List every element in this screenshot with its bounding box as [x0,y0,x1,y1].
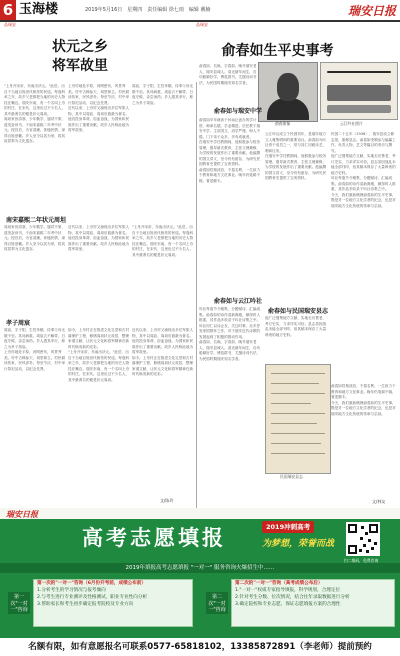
consult-2-label: 第二次"一对一"咨询 [206,592,228,614]
paragraph: 俞春如性格淡泊，不慕名利，一生致力于教育和地方文化事业。晚年仍笔耕不辍，著述颇丰。 [199,167,261,183]
left-column-label: 品瑞安 [4,22,16,27]
paragraph: 周宸，字子阳，生性孝顺，侍奉父母无微不至。其母病重，周宸衣不解带，日夜守候，亲尝汤药。乡人感其孝行，称之为孝子周宸。 [132,84,194,105]
paragraph: 今天，我们重新梳理俞春如的生平史事，既是对一位地方文化学者的纪念，也是对瑞安地方文化传统的传承与弘扬。 [331,400,396,416]
paragraph: 近代以来，上舟村又涌现出多位军旅人物，其中以周宸、周坦后裔最为著名。他们投身革命，浴血奋战，为国家和民族作出了重要贡献。故乡人民称此地为将军故里。 [68,106,130,132]
right-byline: 文/林友 [372,499,386,504]
paragraph: 他广泛搜集地方文献，实地走访耆老，考订史实，力求详实可信。县志虽因战乱未能全部刊印，但其稿本保存了大量珍贵的地方史料。 [265,316,327,337]
photo-band [327,71,391,73]
paragraph: 近代以来，上舟村又涌现出多位军旅人物，其中以周宸、周坦后裔最为著名。他们投身革命，浴血奋战，为国家和民族作出了重要贡献。故乡人民称此地为将军故里。 [132,328,194,354]
consult-line: 3.帮助家长和考生初步确定报考院校及专业方向 [37,602,134,607]
gazetteer-caption: 民国瑞安县志 [280,474,303,479]
ad-title: 高考志愿填报 [82,526,226,550]
left-article-body [132,328,194,498]
text-line [271,393,325,394]
exam-advertisement [0,508,400,656]
left-article-body [4,225,66,315]
right-subhead-3: 俞春如与民国瑞安县志 [268,308,329,315]
text-line [271,423,317,424]
paragraph: 吟社同仁以诗会友，关注时事，亦多抒发家国情怀之作，对于瑞安近代诗歌的发展起到了积极的推动作用。 [199,323,261,339]
paragraph: 如今，上舟村正在推进文化礼堂和古村落保护工程，修缮周坦状元故居，整理家谱文献，让状元文化和将军精神在新时代焕发新的光彩。 [132,355,194,376]
ad-badge: 2019冲刺高考 [262,521,314,533]
portrait-photo [258,62,318,122]
paragraph: "上舟开宋帝，东南出状元。"此语，出自于当地百姓世代相传的民谣。每逢科举之年，故乡父老都把当地的历史人物挂在嘴边。瑞安东南，有一个名叫上舟的村庄，在宋代，这里出过不少名人，其中最著名的便是状元周坦。 [68,350,130,382]
portrait-figure [267,98,309,120]
qr-caption: 扫二维码，免费咨询 [344,558,379,563]
consult-line: 2.针对考生分数、位次情况，结合往年录取数据进行分析 [235,595,350,600]
text-line [271,443,321,444]
left-article-body [132,225,194,315]
left-article-body [4,84,66,214]
paragraph: 周宸，字子阳，生性孝顺，侍奉父母无微不至。其母病重，周宸衣不解带，日夜守候，亲尝汤药。乡人感其孝行，称之为孝子周宸。 [4,328,66,349]
paragraph: 上舟村地处平原，河网密布，风景秀美。村中古樟参天，祠堂林立。村民耕读传家，民风淳朴。每至节庆，村中举行祭祀活动，以纪念先贤。 [4,350,66,371]
paragraph: 俞春如早年就读于孙诒让创办的学计馆，师承名儒，学业精进。后任教于瑞安中学，主讲国文，治学严谨，诲人不倦，门下弟子众多，多有成就者。 [199,118,261,139]
paragraph: 周坦家世清寒，少年勤学，屡试不第，遂发奋读书，于南宋嘉熙二年考中状元。授官后，为官清廉，体恤民情，深得百姓爱戴。乡人至今以其为荣，将其故居奉为文化遗存。 [4,117,66,143]
paragraph: 云江吟社成立于民国初年，是瑞安地方文人雅集唱和的重要诗社。俞春如为吟社骨干成员之一，常与同仁切磋诗艺，唱和往来。 [265,132,327,153]
left-byline: 文/陈玲 [160,498,174,503]
paragraph: 在瑞安中学任教期间，他积极参与校务管理，倡导新式教育，主张文理兼修，为学校的发展作出了重要贡献。他编撰的国文讲义，至今仍有留存，为研究民国教育史提供了宝贵资料。 [265,154,327,180]
right-article-title: 俞春如生平史事考 [221,43,334,59]
text-line [271,383,319,384]
right-subhead-1: 俞春如与瑞安中学 [214,108,263,115]
paragraph: 俞春如，名焕，字春如，晚号瑞安老人，瑞安县城人。清光绪年间生，自幼聪颖好学，博览群书，尤擅诗词书法，为民国时期瑞安知名学者。 [199,340,261,361]
ad-slogan: 为梦想，荣誉而战 [262,539,335,549]
ad-footer-contact: 名额有限，如有意愿报名可联系0577-65818102，13385872891（李老师）提前预约 [0,638,400,656]
left-subhead-2: 孝子周宸 [6,320,31,327]
consult-line: 2.与考生进行专业测评及性格测试，职业专业性向分析 [37,595,148,600]
column-divider [196,82,197,508]
issue-meta: 2019年5月16日 星期四 责任编辑 徐七雨 编辑 戴楠 [85,7,211,13]
photo-people [327,85,391,101]
right-column-label: 品瑞安 [196,22,208,27]
consult-line: 第二次的"一对一"咨询（高考成绩公布后） [235,581,323,586]
text-line [271,433,325,434]
page-number: 6 [0,0,16,20]
paragraph: 他广泛搜集地方文献，实地走访耆老，考订史实，力求详实可信。县志虽因战乱未能全部刊印，但其稿本保存了大量珍贵的地方史料。 [331,154,396,175]
left-article-body [68,328,130,504]
right-article-body [199,118,263,298]
paragraph: "上舟开宋帝，东南出状元。"此语，出自于当地百姓世代相传的民谣。每逢科举之年，故乡父老都把当地的历史人物挂在嘴边。瑞安东南，有一个名叫上舟的村庄，在宋代，这里出过不少名人，其中最著名的便是状元周坦。 [4,84,66,116]
paragraph: 近代以来，上舟村又涌现出多位军旅人物，其中以周宸、周坦后裔最为著名。他们投身革命，浴血奋战，为国家和民族作出了重要贡献。故乡人民称此地为将军故里。 [68,225,130,251]
text-line [271,413,325,414]
text-line [271,373,325,374]
ad-top-strip [0,508,400,519]
right-article-body [199,307,263,504]
text-line [271,453,325,454]
paragraph: 上舟村地处平原，河网密布，风景秀美。村中古樟参天，祠堂林立。村民耕读传家，民风淳朴。每至节庆，村中举行祭祀活动，以纪念先贤。 [68,84,130,105]
paragraph: 在瑞安中学任教期间，他积极参与校务管理，倡导新式教育，主张文理兼修，为学校的发展作出了重要贡献。他编撰的国文讲义，至今仍有留存，为研究民国教育史提供了宝贵资料。 [199,140,261,166]
consult-2-box [231,579,395,627]
left-subhead-1: 南宋嘉熙二年状元周坦 [6,217,67,224]
paragraph: 如今，上舟村正在推进文化礼堂和古村落保护工程，修缮周坦状元故居，整理家谱文献，让状元文化和将军精神在新时代焕发新的光彩。 [68,328,130,349]
right-article-body [331,132,396,382]
left-article-body [132,84,194,214]
left-article-body [68,225,130,315]
right-article-body [331,384,396,498]
county-gazetteer-photo [265,364,331,474]
paragraph: 俞春如性格淡泊，不慕名利，一生致力于教育和地方文化事业。晚年仍笔耕不辍，著述颇丰。 [331,384,396,399]
right-subhead-2: 俞春如与云江吟社 [214,298,263,305]
left-article-body [4,328,66,504]
left-article-title: 状元之乡 将军故里 [52,39,108,74]
paragraph: 今天，我们重新梳理俞春如的生平史事，既是对一位地方文化学者的纪念，也是对瑞安地方文化传统的传承与弘扬。 [331,192,396,208]
consult-line: 第一次的"一对一"咨询（6月份开考前，成绩公布前） [37,581,147,586]
page-header [0,0,400,22]
consult-line: 1."一对一"权威专家指导填报，科学规划，合理定位 [235,588,341,593]
group-photo-caption: 云江吟社照片 [340,121,363,126]
newspaper-logo: 瑞安日报 [347,4,396,18]
right-article-intro [199,64,257,110]
text-line [271,403,311,404]
ad-subtitle: 2019年填报高考志愿填报 "一对一" 服务咨询火爆招生中…… [0,563,400,573]
paragraph: 吟社每逢节令雅集，分题赋诗，汇编成集。俞春如的诗作清新典雅，颇得时人推重，其作品多收录于吟社诗集之中。 [199,307,261,322]
qr-code[interactable] [346,522,380,556]
paragraph: 吟社每逢节令雅集，分题赋诗，汇编成集。俞春如的诗作清新典雅，颇得时人推重，其作品多收录于吟社诗集之中。 [331,176,396,191]
section-title: 玉海楼 [19,2,59,17]
group-photo [320,62,398,120]
ad-logo: 瑞安日报 [6,510,38,519]
portrait-face [277,73,299,101]
paragraph: "上舟开宋帝，东南出状元。"此语，出自于当地百姓世代相传的民谣。每逢科举之年，故乡父老都把当地的历史人物挂在嘴边。瑞安东南，有一个名叫上舟的村庄，在宋代，这里出过不少名人，其中最著名的便是状元周坦。 [132,225,194,257]
consult-line: 3.确定院校和专业志愿，保证志愿填报方案的合理性 [235,602,341,607]
portrait-caption: 俞春如像 [275,121,291,126]
consult-1-box [33,579,193,627]
paragraph: 俞春如，名焕，字春如，晚号瑞安老人，瑞安县城人。清光绪年间生，自幼聪颖好学，博览群书，尤擅诗词书法，为民国时期瑞安知名学者。 [199,64,257,85]
right-article-body [265,316,329,362]
right-article-body [265,132,329,302]
consult-line: 1.分析考生的学习情况与报考倾向 [37,588,106,593]
paragraph: 民国二十五年（1936），瑞安县设立修志馆，重修县志。俞春如受聘参与编纂工作，负责人物、艺文等篇目的采访与撰写。 [331,132,396,153]
consult-1-label: 第一次"一对一"咨询 [8,592,30,614]
left-article-body [68,84,130,214]
photo-people [327,105,391,113]
paragraph: 周坦家世清寒，少年勤学，屡试不第，遂发奋读书，于南宋嘉熙二年考中状元。授官后，为官清廉，体恤民情，深得百姓爱戴。乡人至今以其为荣，将其故居奉为文化遗存。 [4,225,66,251]
